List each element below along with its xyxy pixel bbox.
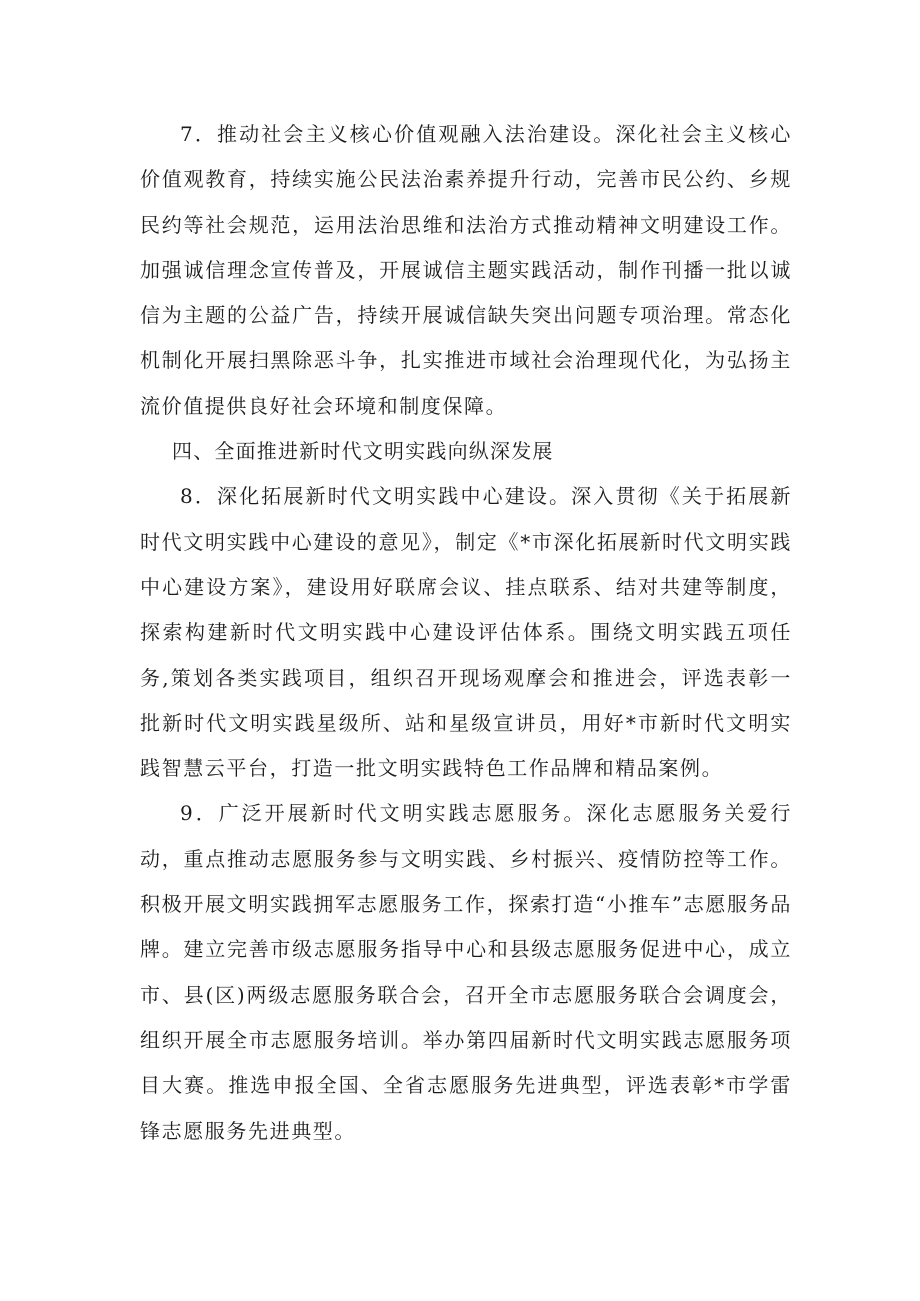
document-body	[140, 112, 792, 1154]
paragraph-item-8: 8．深化拓展新时代文明实践中心建设。深入贯彻《关于拓展新时代文明实践中心建设的意见》，制定《*市深化拓展新时代文明实践中心建设方案》，建设用好联席会议、挂点联系、结对共建等制度，探索构建新时代文明实践中心建设评估体系。围绕文明实践五项任务,策划各类实践项目，组织召开现场观摩会和推进会，评选表彰一批新时代文明实践星级所、站和星级宣讲员，用好*市新时代文明实践智慧云平台，打造一批文明实践特色工作品牌和精品案例。	[140, 484, 792, 781]
paragraph-item-9: 9．广泛开展新时代文明实践志愿服务。深化志愿服务关爱行动，重点推动志愿服务参与文明实践、乡村振兴、疫情防控等工作。积极开展文明实践拥军志愿服务工作，探索打造“小推车”志愿服务品牌。建立完善市级志愿服务指导中心和县级志愿服务促进中心，成立市、县(区)两级志愿服务联合会，召开全市志愿服务联合会调度会，组织开展全市志愿服务培训。举办第四届新时代文明实践志愿服务项目大赛。推选申报全国、全省志愿服务先进典型，评选表彰*市学雷锋志愿服务先进典型。	[140, 801, 792, 1143]
section-heading-4: 四、全面推进新时代文明实践向纵深发展	[172, 439, 554, 464]
paragraph-item-7: 7．推动社会主义核心价值观融入法治建设。深化社会主义核心价值观教育，持续实施公民法治素养提升行动，完善市民公约、乡规民约等社会规范，运用法治思维和法治方式推动精神文明建设工作。加强诚信理念宣传普及，开展诚信主题实践活动，制作刊播一批以诚信为主题的公益广告，持续开展诚信缺失突出问题专项治理。常态化机制化开展扫黑除恶斗争，扎实推进市域社会治理现代化，为弘扬主流价值提供良好社会环境和制度保障。	[140, 122, 792, 418]
